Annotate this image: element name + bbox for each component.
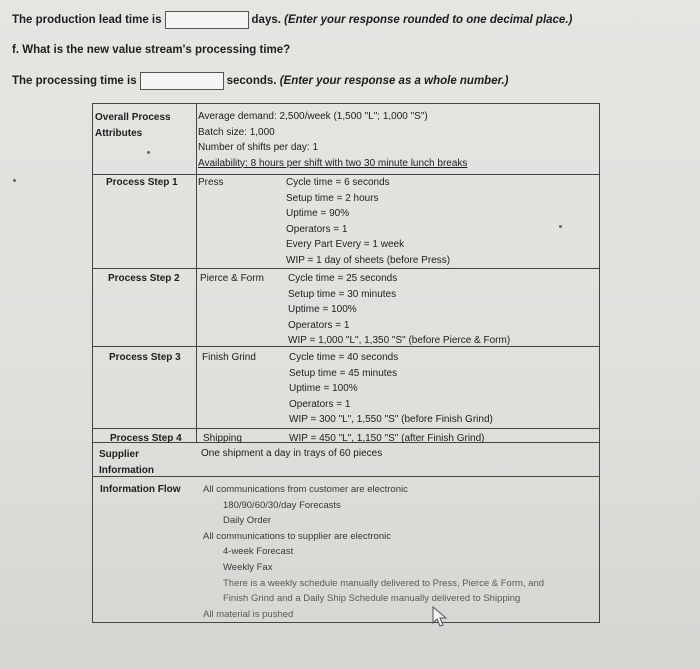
row-divider	[93, 428, 599, 429]
supplier-weekly-fax: Weekly Fax	[223, 561, 273, 573]
processing-time-hint: (Enter your response as a whole number.)	[279, 75, 509, 87]
step4-wip: WIP = 450 "L", 1,150 "S" (after Finish Grind)	[289, 433, 485, 444]
stray-dot	[559, 225, 562, 228]
supplier-label-line2: Information	[99, 464, 154, 476]
processing-time-suffix: seconds.	[226, 75, 277, 87]
supplier-label-line1: Supplier	[99, 449, 140, 460]
supplier-forecast: 4-week Forecast	[223, 546, 294, 558]
step3-name: Finish Grind	[202, 352, 256, 363]
question-f-label: f. What is the new value stream's processing time?	[12, 44, 291, 56]
column-divider	[196, 104, 197, 442]
supplier-shipment: One shipment a day in trays of 60 pieces	[201, 448, 383, 459]
mouse-cursor-icon	[431, 606, 449, 628]
lead-time-prefix: The production lead time is	[12, 14, 162, 26]
customer-communications: All communications from customer are electronic	[203, 484, 408, 495]
overall-label	[95, 110, 171, 141]
step1-operators: Operators = 1	[286, 223, 348, 235]
processing-time-answer-row	[12, 72, 508, 90]
customer-forecasts: 180/90/60/30/day Forecasts	[223, 499, 341, 511]
material-pushed-note: All material is pushed	[203, 608, 294, 620]
lead-time-answer-row	[12, 11, 572, 29]
step1-every-part-every: Every Part Every = 1 week	[286, 239, 405, 251]
supplier-communications: All communications to supplier are electronic	[203, 530, 391, 542]
step2-label: Process Step 2	[108, 273, 180, 284]
step2-attributes	[288, 271, 510, 349]
lead-time-input[interactable]	[165, 11, 249, 29]
step3-operators: Operators = 1	[289, 398, 351, 410]
step2-cycle-time: Cycle time = 25 seconds	[288, 273, 398, 284]
batch-size: Batch size: 1,000	[198, 126, 275, 138]
customer-daily-order: Daily Order	[223, 515, 272, 527]
step1-attributes	[286, 175, 450, 269]
value-stream-attributes-table	[92, 103, 600, 623]
availability: Availability: 8 hours per shift with two 30 minute lunch breaks	[198, 157, 468, 169]
step3-setup-time: Setup time = 45 minutes	[289, 367, 398, 379]
step1-label: Process Step 1	[106, 177, 178, 188]
step1-uptime: Uptime = 90%	[286, 208, 350, 220]
question-f	[12, 44, 290, 56]
average-demand: Average demand: 2,500/week (1,500 "L"; 1,000 "S")	[198, 111, 428, 122]
row-divider	[93, 476, 599, 477]
step2-wip: WIP = 1,000 "L", 1,350 "S" (before Pierce & Form)	[288, 335, 511, 347]
processing-time-input[interactable]	[140, 72, 224, 90]
overall-attributes	[198, 109, 467, 171]
lead-time-hint: (Enter your response rounded to one decimal place.)	[284, 14, 573, 26]
step3-uptime: Uptime = 100%	[289, 383, 358, 395]
step3-wip: WIP = 300 "L", 1,550 "S" (before Finish Grind)	[289, 414, 493, 426]
lead-time-suffix: days.	[251, 14, 281, 26]
step1-setup-time: Setup time = 2 hours	[286, 192, 379, 204]
step2-uptime: Uptime = 100%	[288, 304, 357, 316]
supplier-label	[99, 447, 154, 478]
overall-label-line2: Attributes	[95, 127, 143, 139]
weekly-schedule-note: There is a weekly schedule manually delivered to Press, Pierce & Form, and	[223, 577, 545, 589]
information-flow-details	[203, 482, 544, 622]
shifts-per-day: Number of shifts per day: 1	[198, 142, 319, 154]
overall-label-line1: Overall Process	[95, 112, 171, 123]
stray-dot	[147, 151, 150, 154]
step2-setup-time: Setup time = 30 minutes	[288, 288, 397, 300]
step3-cycle-time: Cycle time = 40 seconds	[289, 352, 399, 363]
step2-operators: Operators = 1	[288, 319, 350, 331]
step1-cycle-time: Cycle time = 6 seconds	[286, 177, 390, 188]
stray-dot	[13, 179, 16, 182]
daily-ship-schedule-note: Finish Grind and a Daily Ship Schedule manually delivered to Shipping	[223, 593, 521, 605]
step4-label: Process Step 4	[110, 433, 182, 444]
information-flow-label: Information Flow	[100, 484, 181, 495]
step1-name: Press	[198, 177, 224, 188]
step2-name: Pierce & Form	[200, 273, 264, 284]
step3-label: Process Step 3	[109, 352, 181, 363]
step4-name: Shipping	[203, 433, 242, 444]
processing-time-prefix: The processing time is	[12, 75, 137, 87]
step1-wip: WIP = 1 day of sheets (before Press)	[286, 254, 451, 266]
step3-attributes	[289, 350, 493, 428]
